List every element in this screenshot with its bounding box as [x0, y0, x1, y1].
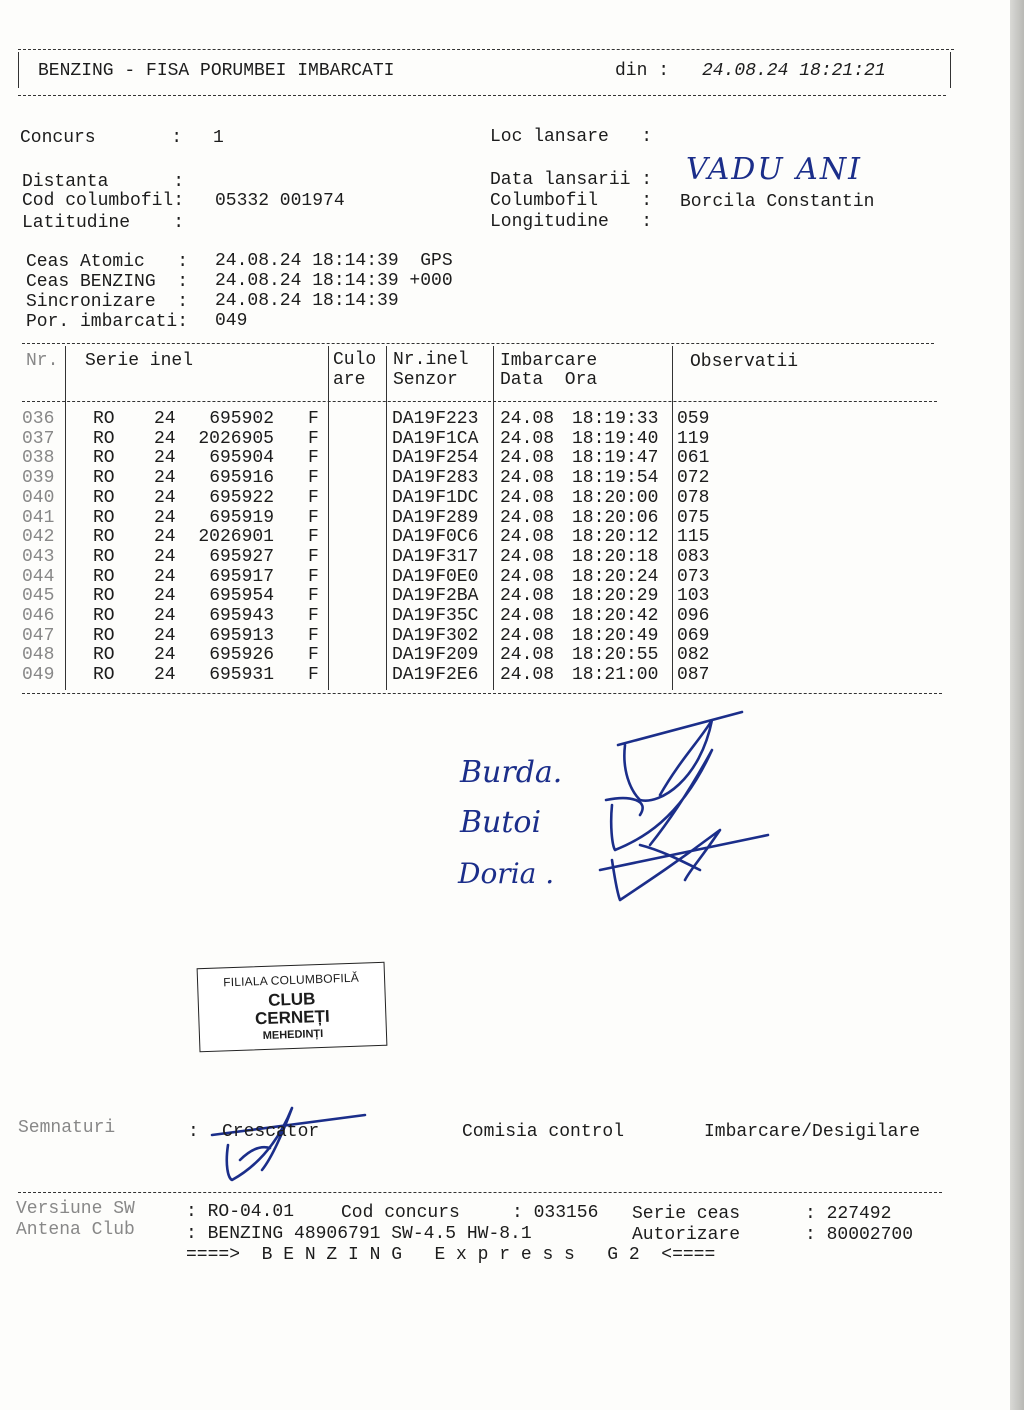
antena-club-value: : BENZING 48906791 SW-4.5 HW-8.1: [186, 1224, 532, 1244]
header-observatii: Observatii: [690, 352, 799, 372]
row-observatii: 072: [677, 468, 710, 489]
cod-concurs-value: : 033156: [512, 1203, 599, 1223]
row-serie: 2026901: [198, 527, 274, 548]
paper-edge-shadow: [1010, 0, 1024, 1410]
row-ora: 18:20:55: [572, 645, 659, 666]
row-an: 24: [154, 428, 176, 449]
distanta-label: Distanta :: [22, 172, 185, 192]
row-serie: 695927: [209, 546, 274, 567]
row-sex: F: [308, 606, 319, 626]
columbofil-value: Borcila Constantin: [680, 192, 875, 212]
row-serie: 695904: [209, 448, 274, 469]
row-an: 24: [154, 409, 176, 429]
versiune-sw-value: : RO-04.01: [186, 1202, 295, 1222]
crescator-signature-mark: [212, 1108, 365, 1180]
row-ora: 18:20:42: [572, 606, 659, 626]
row-senzor: DA19F289: [392, 507, 479, 528]
row-tara: RO: [93, 428, 115, 449]
row-ora: 18:20:06: [572, 507, 659, 528]
row-serie: 695913: [209, 625, 274, 646]
row-senzor: DA19F2BA: [392, 586, 479, 607]
row-tara: RO: [93, 409, 115, 429]
row-nr: 048: [22, 645, 55, 666]
row-data: 24.08: [500, 527, 555, 548]
ceas-benzing-value: 24.08.24 18:14:39 +000: [215, 271, 453, 291]
row-senzor: DA19F302: [392, 625, 479, 646]
row-sex: F: [308, 448, 319, 469]
row-data: 24.08: [500, 566, 555, 587]
header-serie-inel: Serie inel: [85, 351, 194, 371]
handwritten-name-2: Butoi: [460, 805, 542, 840]
row-tara: RO: [93, 487, 115, 508]
row-observatii: 061: [677, 448, 710, 469]
antena-club-label: Antena Club: [16, 1220, 135, 1240]
row-sex: F: [308, 586, 319, 607]
row-tara: RO: [93, 566, 115, 587]
row-sex: F: [308, 527, 319, 548]
row-serie: 695922: [209, 487, 274, 508]
concurs-label: Concurs :: [20, 128, 183, 148]
autorizare-value: : 80002700: [805, 1225, 914, 1245]
row-tara: RO: [93, 586, 115, 607]
row-tara: RO: [93, 606, 115, 626]
row-nr: 036: [22, 409, 55, 429]
row-tara: RO: [93, 448, 115, 469]
row-sex: F: [308, 665, 319, 686]
stamp-line-2: CLUB: [267, 989, 316, 1010]
row-observatii: 078: [677, 487, 710, 508]
row-ora: 18:19:33: [572, 409, 659, 429]
stamp-line-4: MEHEDINȚI: [262, 1027, 324, 1043]
imbarcare-desigilare-label: Imbarcare/Desigilare: [704, 1122, 921, 1142]
row-ora: 18:20:18: [572, 546, 659, 567]
row-senzor: DA19F35C: [392, 606, 479, 626]
handwritten-name-3: Doria .: [458, 857, 555, 890]
row-an: 24: [154, 507, 176, 528]
row-nr: 049: [22, 665, 55, 686]
benzing-brand-line: ====> B E N Z I N G E x p r e s s G 2 <====: [186, 1245, 716, 1265]
row-observatii: 082: [677, 645, 710, 666]
row-sex: F: [308, 428, 319, 449]
row-senzor: DA19F0E0: [392, 566, 479, 587]
header-imbarcare-1: Imbarcare: [500, 351, 598, 371]
row-nr: 043: [22, 546, 55, 567]
row-serie: 695919: [209, 507, 274, 528]
row-sex: F: [308, 566, 319, 587]
serie-ceas-label: Serie ceas: [632, 1204, 741, 1224]
loc-lansare-handwritten: VADU ANI: [686, 152, 862, 187]
row-tara: RO: [93, 625, 115, 646]
row-data: 24.08: [500, 487, 555, 508]
row-data: 24.08: [500, 409, 555, 429]
row-senzor: DA19F1DC: [392, 487, 479, 508]
signature-1-mark: [618, 712, 742, 801]
row-observatii: 119: [677, 428, 710, 449]
row-observatii: 083: [677, 546, 710, 567]
semnaturi-label: Semnaturi: [18, 1118, 116, 1138]
row-serie: 695943: [209, 606, 274, 626]
ceas-benzing-label: Ceas BENZING :: [26, 272, 189, 292]
row-data: 24.08: [500, 468, 555, 489]
row-data: 24.08: [500, 428, 555, 449]
header-nr: Nr.: [26, 351, 59, 371]
row-sex: F: [308, 546, 319, 567]
row-nr: 044: [22, 566, 55, 587]
row-tara: RO: [93, 468, 115, 489]
row-serie: 695954: [209, 586, 274, 607]
stamp-line-3: CERNEȚI: [254, 1006, 330, 1029]
row-observatii: 059: [677, 409, 710, 429]
row-data: 24.08: [500, 448, 555, 469]
row-ora: 18:21:00: [572, 665, 659, 686]
row-data: 24.08: [500, 546, 555, 567]
row-ora: 18:19:40: [572, 428, 659, 449]
row-observatii: 096: [677, 606, 710, 626]
row-nr: 037: [22, 428, 55, 449]
row-an: 24: [154, 527, 176, 548]
cod-concurs-label: Cod concurs: [341, 1203, 460, 1223]
row-observatii: 073: [677, 566, 710, 587]
loc-lansare-label: Loc lansare :: [490, 127, 653, 147]
stamp-line-1: FILIALA COLUMBOFILĂ: [222, 970, 360, 990]
row-nr: 042: [22, 527, 55, 548]
row-an: 24: [154, 645, 176, 666]
header-culoare-1: Culo: [333, 350, 377, 370]
row-serie: 695916: [209, 468, 274, 489]
header-nr-inel-2: Senzor: [393, 370, 458, 390]
row-senzor: DA19F223: [392, 409, 479, 429]
report-datetime: 24.08.24 18:21:21: [702, 61, 886, 81]
row-serie: 695902: [209, 409, 274, 429]
row-an: 24: [154, 665, 176, 686]
row-data: 24.08: [500, 507, 555, 528]
row-data: 24.08: [500, 645, 555, 666]
semnaturi-colon: :: [188, 1122, 199, 1142]
row-data: 24.08: [500, 665, 555, 686]
din-label: din :: [615, 61, 670, 81]
row-an: 24: [154, 566, 176, 587]
comisia-control-label: Comisia control: [462, 1122, 625, 1142]
row-an: 24: [154, 625, 176, 646]
row-ora: 18:20:00: [572, 487, 659, 508]
row-nr: 041: [22, 507, 55, 528]
serie-ceas-value: : 227492: [805, 1204, 892, 1224]
row-sex: F: [308, 625, 319, 646]
row-serie: 695917: [209, 566, 274, 587]
row-senzor: DA19F317: [392, 546, 479, 567]
row-observatii: 075: [677, 507, 710, 528]
sincronizare-value: 24.08.24 18:14:39: [215, 291, 399, 311]
header-imbarcare-2: Data Ora: [500, 370, 598, 390]
data-lansarii-label: Data lansarii :: [490, 170, 653, 190]
handwritten-name-1: Burda.: [460, 755, 563, 790]
row-serie: 695931: [209, 665, 274, 686]
cod-columbofil-value: 05332 001974: [215, 191, 345, 211]
row-an: 24: [154, 586, 176, 607]
row-sex: F: [308, 645, 319, 666]
club-stamp: [197, 962, 388, 1053]
row-ora: 18:20:29: [572, 586, 659, 607]
row-an: 24: [154, 546, 176, 567]
porumbei-imbarcati-label: Por. imbarcati:: [26, 312, 189, 332]
row-senzor: DA19F283: [392, 468, 479, 489]
row-ora: 18:19:54: [572, 468, 659, 489]
row-observatii: 087: [677, 665, 710, 686]
cod-columbofil-label: Cod columbofil:: [22, 191, 185, 211]
row-an: 24: [154, 487, 176, 508]
latitudine-label: Latitudine :: [22, 213, 185, 233]
row-nr: 045: [22, 586, 55, 607]
columbofil-label: Columbofil :: [490, 191, 653, 211]
row-serie: 695926: [209, 645, 274, 666]
row-observatii: 069: [677, 625, 710, 646]
row-tara: RO: [93, 645, 115, 666]
sincronizare-label: Sincronizare :: [26, 292, 189, 312]
crescator-label: Crescator: [222, 1122, 320, 1142]
row-data: 24.08: [500, 625, 555, 646]
row-ora: 18:20:12: [572, 527, 659, 548]
ceas-atomic-value: 24.08.24 18:14:39 GPS: [215, 251, 453, 271]
autorizare-label: Autorizare: [632, 1225, 741, 1245]
row-nr: 039: [22, 468, 55, 489]
row-an: 24: [154, 448, 176, 469]
row-senzor: DA19F1CA: [392, 428, 479, 449]
row-nr: 047: [22, 625, 55, 646]
row-senzor: DA19F254: [392, 448, 479, 469]
row-sex: F: [308, 409, 319, 429]
row-tara: RO: [93, 507, 115, 528]
row-ora: 18:20:49: [572, 625, 659, 646]
row-senzor: DA19F2E6: [392, 665, 479, 686]
row-ora: 18:19:47: [572, 448, 659, 469]
row-an: 24: [154, 468, 176, 489]
ceas-atomic-label: Ceas Atomic :: [26, 252, 189, 272]
row-an: 24: [154, 606, 176, 626]
report-title: BENZING - FISA PORUMBEI IMBARCATI: [38, 61, 395, 81]
row-observatii: 115: [677, 527, 710, 548]
row-data: 24.08: [500, 606, 555, 626]
row-nr: 038: [22, 448, 55, 469]
row-tara: RO: [93, 527, 115, 548]
longitudine-label: Longitudine :: [490, 212, 653, 232]
row-sex: F: [308, 487, 319, 508]
row-nr: 040: [22, 487, 55, 508]
signature-3-mark: [600, 830, 768, 900]
row-sex: F: [308, 468, 319, 489]
header-culoare-2: are: [333, 370, 366, 390]
versiune-sw-label: Versiune SW: [16, 1199, 135, 1219]
porumbei-imbarcati-value: 049: [215, 311, 248, 331]
row-serie: 2026905: [198, 428, 274, 449]
row-tara: RO: [93, 665, 115, 686]
row-sex: F: [308, 507, 319, 528]
concurs-value: 1: [213, 128, 224, 148]
row-senzor: DA19F0C6: [392, 527, 479, 548]
row-data: 24.08: [500, 586, 555, 607]
footer-rule: [18, 1192, 942, 1193]
row-nr: 046: [22, 606, 55, 626]
header-nr-inel-1: Nr.inel: [393, 350, 469, 370]
row-ora: 18:20:24: [572, 566, 659, 587]
row-observatii: 103: [677, 586, 710, 607]
row-senzor: DA19F209: [392, 645, 479, 666]
row-tara: RO: [93, 546, 115, 567]
